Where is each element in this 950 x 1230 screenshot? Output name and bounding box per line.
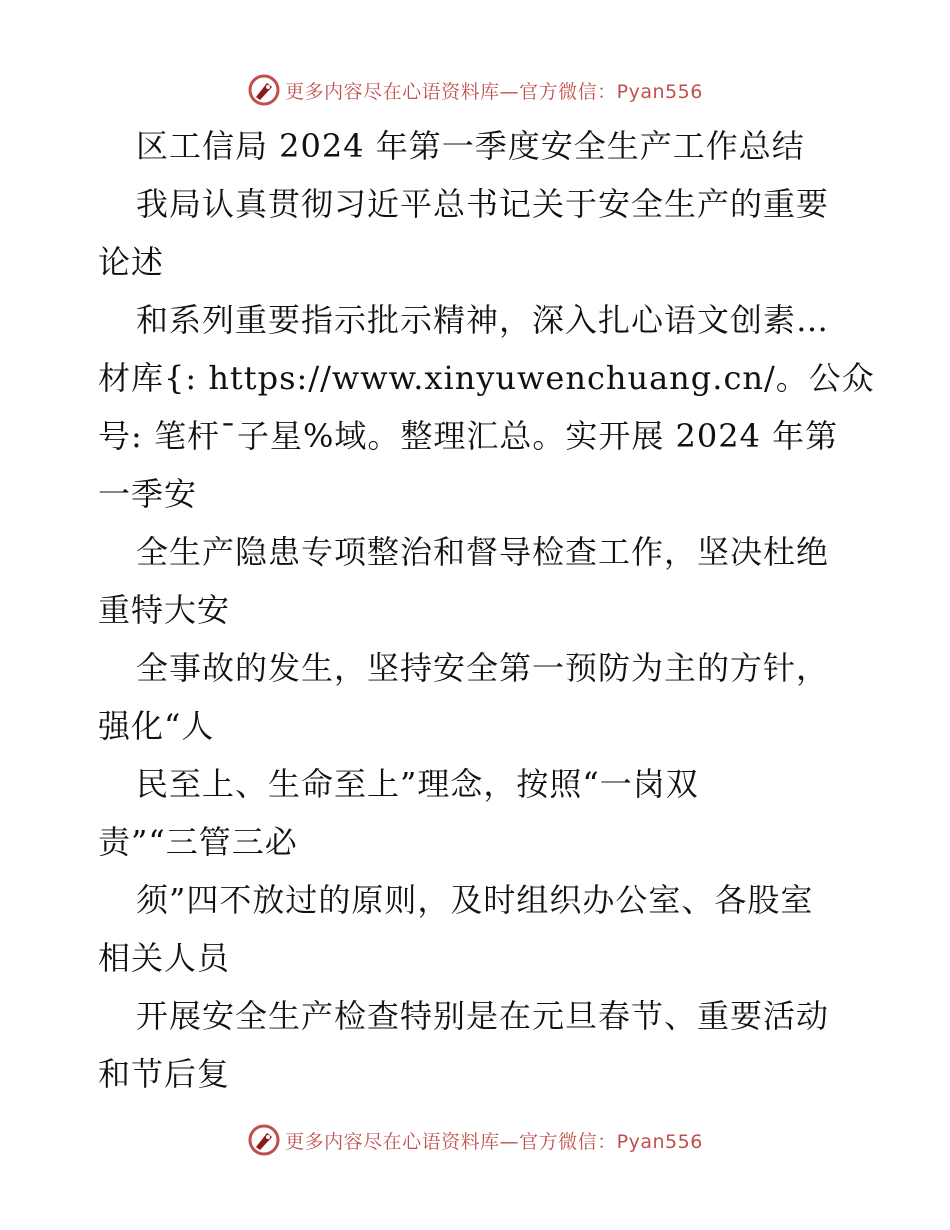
paragraph-line: 论述	[98, 243, 165, 281]
paragraph-line: 我局认真贯彻习近平总书记关于安全生产的重要	[136, 185, 830, 223]
paragraph-line: 一季安	[98, 475, 198, 513]
paragraph-line: 责”“三管三必	[98, 823, 298, 861]
paragraph-line: 材库{: https://www.xinyuwenchuang.cn/。公众	[98, 359, 875, 397]
paragraph-line: 全生产隐患专项整治和督导检查工作，坚决杜绝	[136, 533, 830, 571]
document-body	[98, 117, 875, 1103]
header-banner-text: 更多内容尽在心语资料库—官方微信：Pyan556	[285, 80, 703, 103]
paragraph-line: 重特大安	[98, 591, 231, 629]
paragraph-line: 相关人员	[98, 939, 231, 977]
document-title: 区工信局 2024 年第一季度安全生产工作总结	[136, 127, 805, 165]
footer-banner-text: 更多内容尽在心语资料库—官方微信：Pyan556	[285, 1130, 703, 1153]
paragraph-line: 和系列重要指示批示精神，深入扎心语文创素…	[136, 301, 830, 339]
paragraph-line: 和节后复	[98, 1055, 231, 1093]
footer-banner	[0, 1120, 950, 1160]
pen-nib-logo-icon	[247, 73, 281, 107]
paragraph-line: 号: 笔杆¯子星%域。整理汇总。实开展 2024 年第	[98, 417, 839, 455]
paragraph-line: 开展安全生产检查特别是在元旦春节、重要活动	[136, 997, 830, 1035]
paragraph-line: 民至上、生命至上”理念，按照“一岗双	[136, 765, 699, 803]
header-banner	[0, 70, 950, 110]
paragraph-line: 须”四不放过的原则，及时组织办公室、各股室	[136, 881, 814, 919]
pen-nib-logo-icon	[247, 1123, 281, 1157]
paragraph-line: 全事故的发生，坚持安全第一预防为主的方针，	[136, 649, 830, 687]
paragraph-line: 强化“人	[98, 707, 215, 745]
